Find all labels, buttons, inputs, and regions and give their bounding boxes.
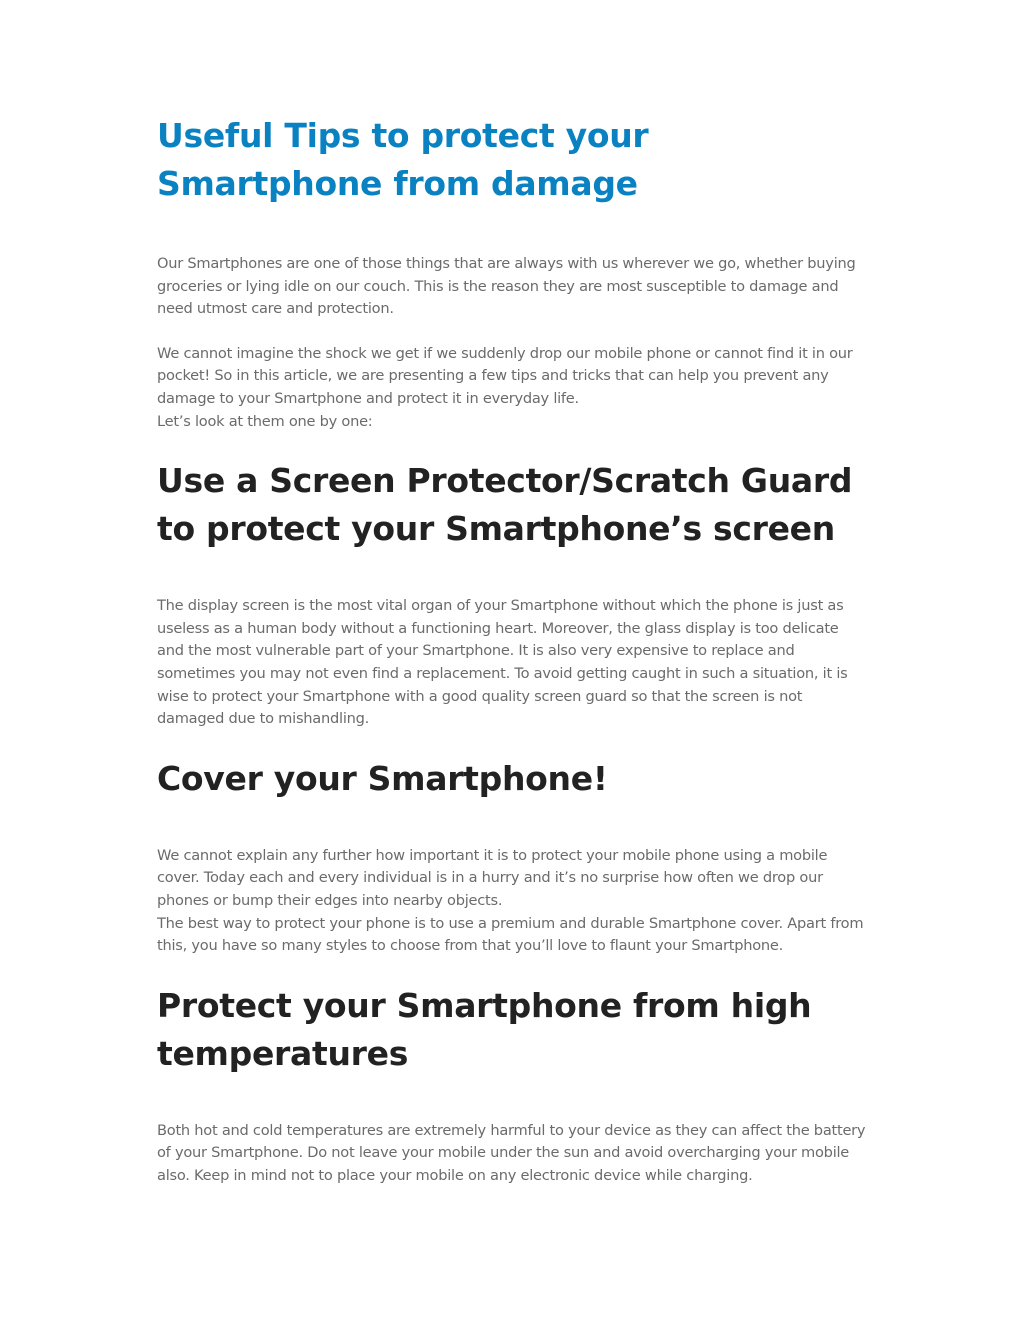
section-body-screen-protector: The display screen is the most vital organ of your Smartphone without which the phone is just as useless as a human body without a functioning heart. Moreover, the glass display is too delicate and the most vulnerable part of your Smartphone. It is also very expensive to replace and sometimes you may not even find a replacement. To avoid getting caught in such a situation, it is wise to protect your Smartphone with a good quality screen guard so that the screen is not damaged due to mishandling. — [157, 597, 848, 728]
intro-text: We cannot imagine the shock we get if we suddenly drop our mobile phone or cannot find it in our pocket! So in this article, we are presenting a few tips and tricks that can help you prevent any damage to your Smartphone and protect it in everyday life. — [157, 344, 853, 407]
intro-paragraph: Our Smartphones are one of those things that are always with us wherever we go, whether buying groceries or lying idle on our couch. This is the reason they are most susceptible to damage and need utmost care and protection. — [157, 255, 856, 318]
document-page — [157, 112, 869, 1187]
section-heading-screen-protector: Use a Screen Protector/Scratch Guard to protect your Smartphone’s screen — [157, 461, 853, 549]
section-body-cover-text-2: The best way to protect your phone is to use a premium and durable Smartphone cover. Apart from this, you have so many styles to choose from that you’ll love to flaunt your Smartphone. — [157, 914, 864, 955]
intro-lead-in: Let’s look at them one by one: — [157, 412, 373, 430]
section-heading-cover: Cover your Smartphone! — [157, 758, 608, 798]
section-body-cover — [157, 845, 869, 958]
section-body-temperature: Both hot and cold temperatures are extremely harmful to your device as they can affect the battery of your Smartphone. Do not leave your mobile under the sun and avoid overcharging your mobile also. Keep in mind not to place your mobile on any electronic device while charging. — [157, 1121, 866, 1184]
intro-paragraph-2 — [157, 343, 869, 433]
section-heading-temperature: Protect your Smartphone from high temperatures — [157, 985, 812, 1073]
page-title: Useful Tips to protect your Smartphone from damage — [157, 116, 649, 203]
section-body-cover-text-1: We cannot explain any further how important it is to protect your mobile phone using a mobile cover. Today each and every individual is in a hurry and it’s no surprise how often we drop our phones or bump their edges into nearby objects. — [157, 846, 828, 909]
